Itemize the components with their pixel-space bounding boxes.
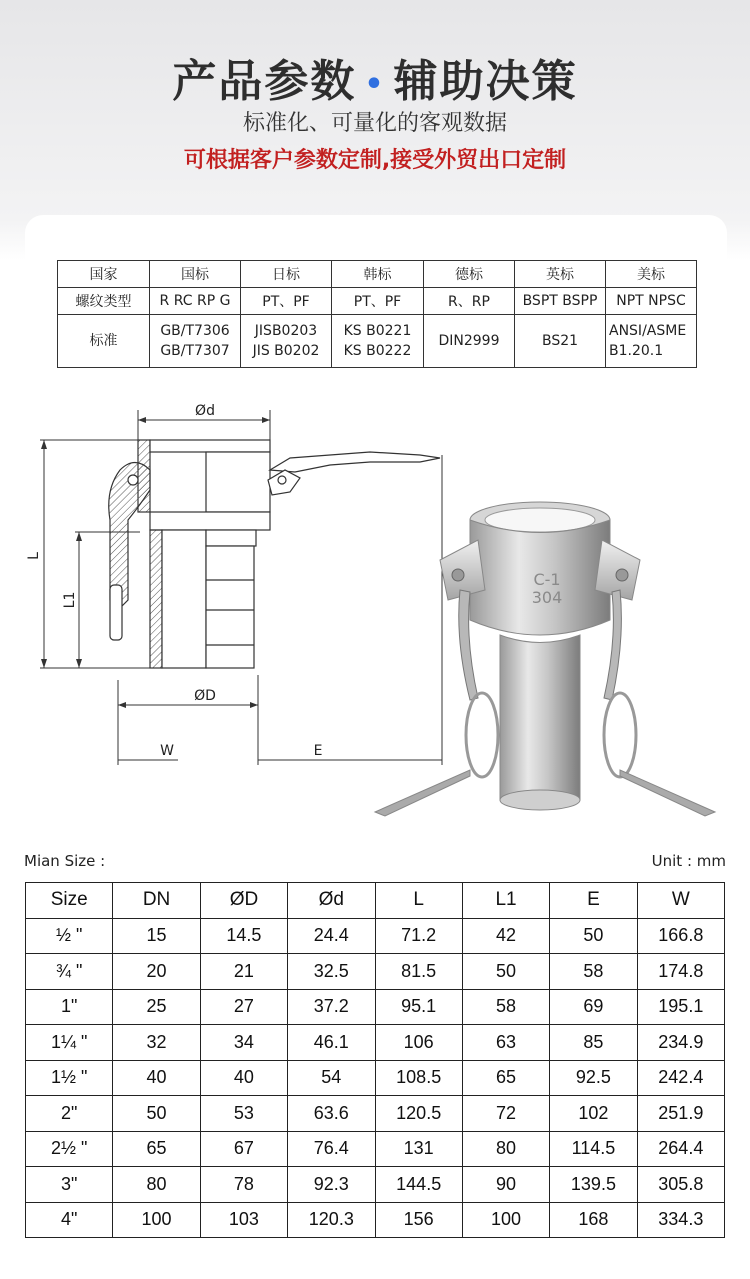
std-cell: ANSI/ASME B1.20.1 — [606, 315, 697, 368]
table-cell: 1¼ " — [26, 1025, 113, 1061]
header-e: E — [550, 883, 637, 919]
section-drawing — [109, 440, 440, 668]
body-marking-model: C-1 — [533, 570, 561, 589]
std-cell: 美标 — [606, 261, 697, 288]
label-l: L — [26, 552, 42, 560]
table-row — [26, 1060, 725, 1096]
table-cell: 120.3 — [288, 1202, 375, 1238]
table-cell: 21 — [200, 954, 287, 990]
table-row — [26, 918, 725, 954]
std-cell: 螺纹类型 — [58, 288, 150, 315]
table-cell: 37.2 — [288, 989, 375, 1025]
table-cell: 69 — [550, 989, 637, 1025]
table-cell: 100 — [462, 1202, 549, 1238]
table-cell: 92.3 — [288, 1167, 375, 1203]
customization-note: 可根据客户参数定制,接受外贸出口定制 — [183, 148, 567, 173]
mian-size-label: Mian Size : — [24, 852, 106, 870]
table-cell: 1½ " — [26, 1060, 113, 1096]
label-l1: L1 — [62, 591, 78, 609]
table-cell: 71.2 — [375, 918, 462, 954]
std-cell: PT、PF — [241, 288, 332, 315]
table-cell: 1" — [26, 989, 113, 1025]
table-cell: 50 — [113, 1096, 200, 1132]
std-cell: 德标 — [424, 261, 515, 288]
table-cell: 15 — [113, 918, 200, 954]
standards-row-country — [58, 261, 697, 288]
table-cell: 34 — [200, 1025, 287, 1061]
table-cell: 114.5 — [550, 1131, 637, 1167]
table-cell: 72 — [462, 1096, 549, 1132]
header-dn: DN — [113, 883, 200, 919]
title-right: 辅助决策 — [393, 56, 578, 107]
std-cell: 英标 — [515, 261, 606, 288]
label-od-small: Ød — [195, 403, 215, 419]
std-cell: PT、PF — [332, 288, 424, 315]
table-cell: 242.4 — [637, 1060, 724, 1096]
unit-label: Unit : mm — [651, 852, 726, 870]
subtitle: 标准化、可量化的客观数据 — [242, 111, 507, 136]
table-cell: 131 — [375, 1131, 462, 1167]
table-cell: 234.9 — [637, 1025, 724, 1061]
table-cell: 32 — [113, 1025, 200, 1061]
table-cell: 81.5 — [375, 954, 462, 990]
table-cell: 108.5 — [375, 1060, 462, 1096]
coupling-photo — [375, 502, 715, 816]
table-cell: 50 — [550, 918, 637, 954]
table-cell: 4" — [26, 1202, 113, 1238]
std-cell: BS21 — [515, 315, 606, 368]
table-cell: 156 — [375, 1202, 462, 1238]
label-w: W — [160, 743, 174, 759]
table-row — [26, 1025, 725, 1061]
coupling-diagram — [0, 385, 750, 835]
table-cell: 32.5 — [288, 954, 375, 990]
table-cell: 67 — [200, 1131, 287, 1167]
table-cell: 54 — [288, 1060, 375, 1096]
std-cell: DIN2999 — [424, 315, 515, 368]
standards-row-standard — [58, 315, 697, 368]
table-cell: 24.4 — [288, 918, 375, 954]
table-cell: 251.9 — [637, 1096, 724, 1132]
table-cell: 40 — [200, 1060, 287, 1096]
table-cell: 174.8 — [637, 954, 724, 990]
std-cell: JISB0203 JIS B0202 — [241, 315, 332, 368]
table-cell: ¾ " — [26, 954, 113, 990]
label-od-big: ØD — [194, 688, 216, 704]
table-cell: 63 — [462, 1025, 549, 1061]
standards-row-thread — [58, 288, 697, 315]
header-od-big: ØD — [200, 883, 287, 919]
table-cell: 139.5 — [550, 1167, 637, 1203]
header-l1: L1 — [462, 883, 549, 919]
table-cell: 166.8 — [637, 918, 724, 954]
std-cell: KS B0221 KS B0222 — [332, 315, 424, 368]
table-cell: 65 — [462, 1060, 549, 1096]
table-row — [26, 1096, 725, 1132]
table-cell: 103 — [200, 1202, 287, 1238]
std-cell: BSPT BSPP — [515, 288, 606, 315]
table-cell: 46.1 — [288, 1025, 375, 1061]
table-cell: 90 — [462, 1167, 549, 1203]
std-cell: 标准 — [58, 315, 150, 368]
table-cell: 20 — [113, 954, 200, 990]
table-cell: 80 — [462, 1131, 549, 1167]
std-cell: 韩标 — [332, 261, 424, 288]
std-cell: R、RP — [424, 288, 515, 315]
table-cell: 85 — [550, 1025, 637, 1061]
table-cell: 63.6 — [288, 1096, 375, 1132]
table-cell: 40 — [113, 1060, 200, 1096]
table-cell: 92.5 — [550, 1060, 637, 1096]
table-cell: 120.5 — [375, 1096, 462, 1132]
table-cell: 76.4 — [288, 1131, 375, 1167]
table-cell: 80 — [113, 1167, 200, 1203]
std-cell: 日标 — [241, 261, 332, 288]
table-cell: 58 — [462, 989, 549, 1025]
table-cell: 95.1 — [375, 989, 462, 1025]
table-cell: ½ " — [26, 918, 113, 954]
title-dot: • — [364, 66, 386, 102]
table-cell: 65 — [113, 1131, 200, 1167]
table-row — [26, 1202, 725, 1238]
table-cell: 195.1 — [637, 989, 724, 1025]
dimension-table — [25, 882, 725, 1238]
body-marking-material: 304 — [531, 588, 563, 607]
table-cell: 168 — [550, 1202, 637, 1238]
header-w: W — [637, 883, 724, 919]
header-od-small: Ød — [288, 883, 375, 919]
std-cell: 国家 — [58, 261, 150, 288]
table-row — [26, 1131, 725, 1167]
header-l: L — [375, 883, 462, 919]
table-cell: 106 — [375, 1025, 462, 1061]
dimension-header-row — [26, 883, 725, 919]
table-cell: 42 — [462, 918, 549, 954]
std-cell: 国标 — [150, 261, 241, 288]
table-cell: 264.4 — [637, 1131, 724, 1167]
table-cell: 50 — [462, 954, 549, 990]
header-size: Size — [26, 883, 113, 919]
table-cell: 100 — [113, 1202, 200, 1238]
table-cell: 144.5 — [375, 1167, 462, 1203]
table-cell: 102 — [550, 1096, 637, 1132]
table-cell: 78 — [200, 1167, 287, 1203]
table-cell: 27 — [200, 989, 287, 1025]
table-cell: 25 — [113, 989, 200, 1025]
table-cell: 2" — [26, 1096, 113, 1132]
std-cell: NPT NPSC — [606, 288, 697, 315]
table-cell: 14.5 — [200, 918, 287, 954]
standards-table — [57, 260, 697, 368]
title-left: 产品参数 — [172, 56, 357, 107]
std-cell: R RC RP G — [150, 288, 241, 315]
table-row — [26, 954, 725, 990]
table-cell: 2½ " — [26, 1131, 113, 1167]
table-cell: 3" — [26, 1167, 113, 1203]
table-cell: 305.8 — [637, 1167, 724, 1203]
table-cell: 53 — [200, 1096, 287, 1132]
std-cell: GB/T7306 GB/T7307 — [150, 315, 241, 368]
table-row — [26, 1167, 725, 1203]
page-title — [0, 45, 750, 109]
label-e: E — [313, 743, 323, 759]
table-cell: 334.3 — [637, 1202, 724, 1238]
table-row — [26, 989, 725, 1025]
table-cell: 58 — [550, 954, 637, 990]
